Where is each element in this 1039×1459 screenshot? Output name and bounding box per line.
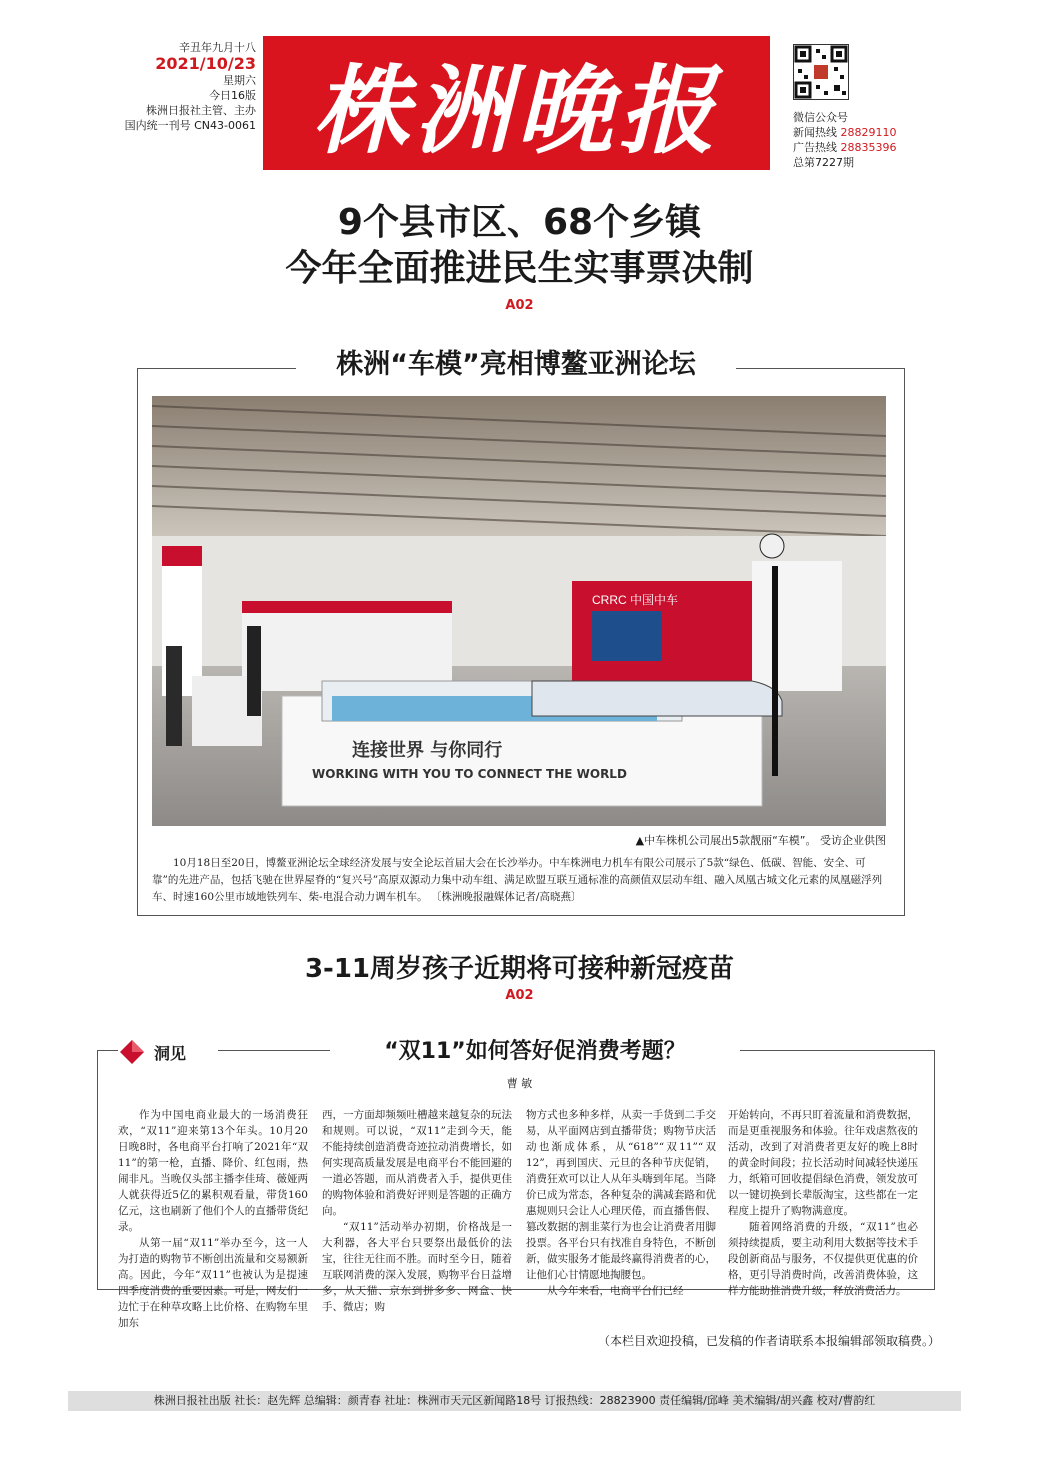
crrc-brand-sign: CRRC 中国中车 xyxy=(592,593,678,607)
photo-story-body: 10月18日至20日，博鳌亚洲论坛全球经济发展与安全论坛首届大会在长沙举办。中车株洲电力机车有限公司展示了5款“绿色、低碳、智能、安全、可靠”的先进产品，包括飞驰在世界屋脊的“复兴号”高原双源动力集中动车组、满足欧盟互联互通标准的高颜值双层动车组、融入凤凰古城文化元素的凤凰磁浮列车、时速160公里市域地铁列车、柴-电混合动力调车机车。 〔株洲晚报融媒体记者/高晓燕〕 xyxy=(152,857,883,903)
lead-headline[interactable] xyxy=(0,200,1039,292)
paragraph: 从今年来看，电商平台们已经 xyxy=(547,1285,684,1297)
issue-date: 2021/10/23 xyxy=(155,54,256,73)
photo-sign-english: WORKING WITH YOU TO CONNECT THE WORLD xyxy=(312,767,627,781)
lead-page-ref[interactable]: A02 xyxy=(505,298,534,313)
issn: 国内统一刊号 CN43-0061 xyxy=(124,119,256,132)
diamond-icon xyxy=(118,1038,148,1066)
column-text-4 xyxy=(728,1107,918,1299)
column-text-1 xyxy=(118,1107,308,1331)
paragraph: 作为中国电商业最大的一场消费狂欢，“双11”迎来第13个年头。10月20日晚8时，各电商平台打响了2021年“双11”的第一枪，直播、降价、红包雨，热闹非凡。当晚仅头部主播李佳琦、薇娅两人就获得近5亿的累积观看量，带货160亿元，这也刷新了他们个人的直播带货纪录。 xyxy=(118,1109,308,1233)
paragraph: “双11”活动举办初期，价格战是一大利器，各大平台只要祭出最低价的法宝，往往无往而不胜。而时至今日，随着互联网消费的深入发展，购物平台日益增多，从天猫、京东到拼多多、网盒、快手、微店；购 xyxy=(322,1221,512,1313)
paragraph: 随着网络消费的升级，“双11”也必须持续提质，要主动利用大数据等技术手段创新商品与服务，不仅提供更优惠的价格，更引导消费时尚，改善消费体验，这样方能助推消费升级，释放消费活力。 xyxy=(728,1221,918,1297)
issue-number: 总第7227期 xyxy=(793,156,854,169)
photo-story-title[interactable]: 株洲“车模”亮相博鳌亚洲论坛 xyxy=(296,345,736,385)
photo-sign-chinese: 连接世界 与你同行 xyxy=(352,740,503,761)
weekday: 星期六 xyxy=(223,74,256,87)
second-page-ref[interactable]: A02 xyxy=(505,988,534,1003)
column-title[interactable]: “双11”如何答好促消费考题？ xyxy=(330,1037,740,1067)
column-author: 曹 敏 xyxy=(506,1077,533,1090)
column-tag xyxy=(118,1038,218,1066)
news-hotline: 新闻热线 28829110 xyxy=(793,126,897,139)
photo-caption: ▲中车株机公司展出5款靓丽“车模”。 受访企业供图 xyxy=(635,834,886,847)
lunar-date: 辛丑年九月十八 xyxy=(179,41,256,54)
paragraph: 物方式也多种多样，从卖一手货到二手交易，从平面网店到直播带货；购物节庆活动也渐成体系，从“618”“双11”“双12”，再到国庆、元旦的各种节庆促销，消费狂欢可以让人从年头嗨到年尾。当降价已成为常态，各种复杂的满减套路和优惠规则只会让人心理厌倦，而直播售假、篡改数据的割韭菜行为也会让消费者用脚投票。各平台只有找准自身特色，不断创新，做实服务才能最终赢得消费者的心，让他们心甘情愿地掏腰包。 xyxy=(526,1109,716,1281)
column-text-3 xyxy=(526,1107,716,1299)
newspaper-logo xyxy=(263,36,770,170)
column-tag-label: 洞见 xyxy=(154,1044,187,1063)
lead-headline-line1: 9个县市区、68个乡镇 xyxy=(337,202,702,243)
page-count: 今日16版 xyxy=(209,89,256,102)
second-headline[interactable]: 3-11周岁孩子近期将可接种新冠疫苗 xyxy=(304,954,735,984)
logo-text: 株洲晚报 xyxy=(312,53,721,167)
sponsor: 株洲日报社主管、主办 xyxy=(146,104,256,117)
wechat-label: 微信公众号 xyxy=(793,111,848,124)
paragraph: 开始转向，不再只盯着流量和消费数据，而是更重视服务和体验。往年戏虐熬夜的活动，改到了对消费者更友好的晚上8时的黄金时间段；拉长活动时间减轻快递压力，纸箱可回收提倡绿色消费，领发放可以一键切换到长辈版淘宝，这些都在一定程度上提升了购物满意度。 xyxy=(728,1109,918,1217)
qr-code-icon xyxy=(793,44,849,100)
column-text-2 xyxy=(322,1107,512,1315)
paragraph: 西，一方面却频频吐槽越来越复杂的玩法和规则。可以说，“双11”走到今天，能不能持续创造消费奇迹拉动消费增长，如何实现高质量发展是电商平台不能回避的一道必答题，而从消费者入手，提供更佳的购物体验和消费好评则是答题的正确方向。 xyxy=(322,1109,512,1217)
submission-note: （本栏目欢迎投稿，已发稿的作者请联系本报编辑部领取稿费。） xyxy=(597,1334,940,1348)
masthead-info xyxy=(104,40,256,133)
ad-hotline: 广告热线 28835396 xyxy=(793,141,897,154)
masthead-contact xyxy=(793,110,953,170)
paragraph: 从第一届“双11”举办至今，这一人为打造的购物节不断创出流量和交易额新高。因此，今年“双11”也被认为是提速四季度消费的重要因素。可是，网友们一边忙于在种草攻略上比价格、在购物车里加东 xyxy=(118,1237,308,1329)
footer-credits: 株洲日报社出版 社长：赵先辉 总编辑：颜青春 社址：株洲市天元区新闻路18号 订报热线：28823900 责任编辑/邱峰 美术编辑/胡兴鑫 校对/曹韵红 xyxy=(68,1391,961,1411)
exhibition-photo xyxy=(152,396,886,826)
lead-headline-line2: 今年全面推进民生实事票决制 xyxy=(285,248,754,289)
